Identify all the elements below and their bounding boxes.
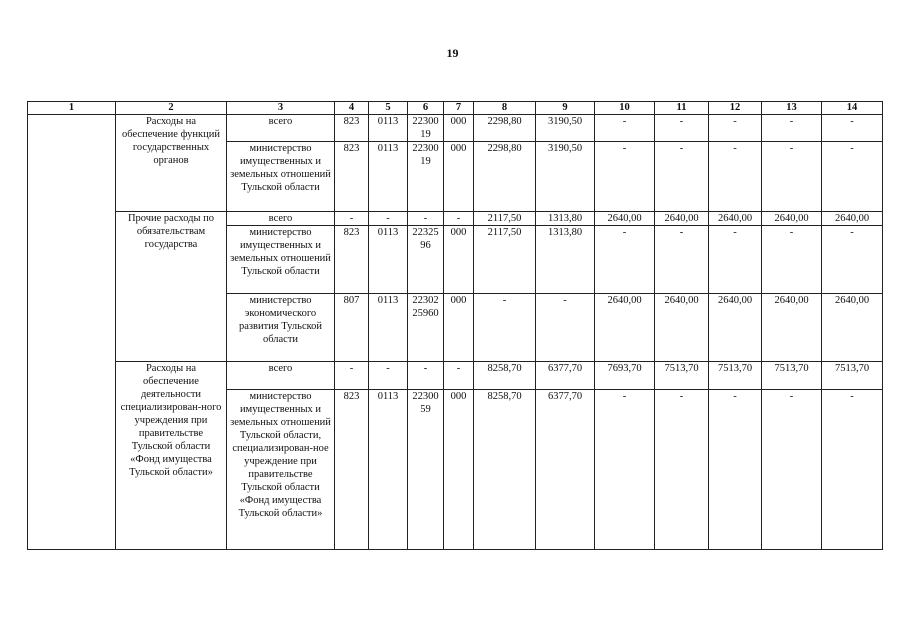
cell-c5: 0113 [369,294,408,362]
cell-c10: 2640,00 [595,294,655,362]
header-cell: 7 [444,102,474,115]
cell-c13: 7513,70 [762,362,822,390]
cell-c8: - [474,294,536,362]
cell-c14: 7513,70 [822,362,883,390]
cell-c9: 3190,50 [536,142,595,212]
cell-c10: - [595,390,655,550]
table-header [28,102,883,115]
cell-c9: - [536,294,595,362]
cell-c10: - [595,226,655,294]
cell-c9: 6377,70 [536,362,595,390]
cell-c8: 2298,80 [474,115,536,142]
cell-c8: 2298,80 [474,142,536,212]
header-cell: 5 [369,102,408,115]
cell-c13: - [762,226,822,294]
cell-c4: 807 [335,294,369,362]
cell-c13: - [762,142,822,212]
cell-c14: - [822,115,883,142]
cell-c13: - [762,390,822,550]
owner-cell: министерство имущественных и земельных отношений Тульской области [227,226,335,294]
cell-c14: - [822,226,883,294]
cell-c9: 3190,50 [536,115,595,142]
cell-c7: 000 [444,115,474,142]
table-row [28,362,883,390]
owner-cell: министерство экономического развития Тульской области [227,294,335,362]
cell-c12: - [709,226,762,294]
cell-c10: - [595,115,655,142]
cell-c8: 8258,70 [474,362,536,390]
cell-c6: 22325 96 [408,226,444,294]
cell-c7: - [444,362,474,390]
header-cell: 11 [655,102,709,115]
header-row [28,102,883,115]
cell-c6: 22300 19 [408,142,444,212]
header-cell: 2 [116,102,227,115]
cell-c13: 2640,00 [762,294,822,362]
cell-c12: 2640,00 [709,294,762,362]
cell-c10: 2640,00 [595,212,655,226]
header-cell: 3 [227,102,335,115]
cell-c8: 8258,70 [474,390,536,550]
cell-c7: 000 [444,226,474,294]
cell-c6: 22302 25960 [408,294,444,362]
cell-c5: 0113 [369,142,408,212]
cell-c10: 7693,70 [595,362,655,390]
cell-c6: - [408,212,444,226]
cell-c5: 0113 [369,226,408,294]
cell-c11: - [655,115,709,142]
cell-c11: - [655,142,709,212]
owner-cell: всего [227,212,335,226]
cell-c4: - [335,212,369,226]
cell-c7: 000 [444,294,474,362]
cell-c6: - [408,362,444,390]
cell-c11: 2640,00 [655,294,709,362]
cell-c12: 2640,00 [709,212,762,226]
header-cell: 1 [28,102,116,115]
cell-c4: 823 [335,226,369,294]
cell-c11: 7513,70 [655,362,709,390]
header-cell: 4 [335,102,369,115]
cell-c9: 1313,80 [536,226,595,294]
cell-c8: 2117,50 [474,226,536,294]
cell-c4: 823 [335,115,369,142]
table-body [28,115,883,550]
expense-name: Прочие расходы по обязательствам государства [116,212,227,362]
cell-c14: - [822,390,883,550]
cell-c7: 000 [444,142,474,212]
cell-c12: - [709,390,762,550]
page-number: 19 [446,46,459,60]
cell-c11: 2640,00 [655,212,709,226]
cell-c5: 0113 [369,115,408,142]
cell-c12: 7513,70 [709,362,762,390]
owner-cell: всего [227,115,335,142]
table-row [28,115,883,142]
cell-c9: 6377,70 [536,390,595,550]
cell-c6: 22300 19 [408,115,444,142]
cell-c6: 22300 59 [408,390,444,550]
cell-c4: - [335,362,369,390]
header-cell: 8 [474,102,536,115]
table-row [28,212,883,226]
cell-c7: 000 [444,390,474,550]
cell-c9: 1313,80 [536,212,595,226]
header-cell: 12 [709,102,762,115]
cell-c8: 2117,50 [474,212,536,226]
header-cell: 9 [536,102,595,115]
cell-c12: - [709,115,762,142]
cell-c4: 823 [335,390,369,550]
header-cell: 13 [762,102,822,115]
cell-c10: - [595,142,655,212]
header-cell: 10 [595,102,655,115]
owner-cell: министерство имущественных и земельных отношений Тульской области [227,142,335,212]
header-cell: 14 [822,102,883,115]
col1-empty-cell [28,115,116,550]
cell-c5: - [369,212,408,226]
owner-cell: всего [227,362,335,390]
cell-c5: 0113 [369,390,408,550]
cell-c4: 823 [335,142,369,212]
cell-c13: - [762,115,822,142]
cell-c14: 2640,00 [822,212,883,226]
expense-name: Расходы на обеспечение деятельности специализирован-ного учреждения при правительстве Тульской области «Фонд имущества Тульской области» [116,362,227,550]
budget-table [27,101,883,550]
cell-c7: - [444,212,474,226]
cell-c11: - [655,226,709,294]
cell-c13: 2640,00 [762,212,822,226]
cell-c5: - [369,362,408,390]
cell-c14: - [822,142,883,212]
owner-cell: министерство имущественных и земельных отношений Тульской области, специализирован-ное учреждение при правительстве Тульской области «Фонд имущества Тульской области» [227,390,335,550]
cell-c14: 2640,00 [822,294,883,362]
header-cell: 6 [408,102,444,115]
expense-name: Расходы на обеспечение функций государственных органов [116,115,227,212]
cell-c12: - [709,142,762,212]
cell-c11: - [655,390,709,550]
